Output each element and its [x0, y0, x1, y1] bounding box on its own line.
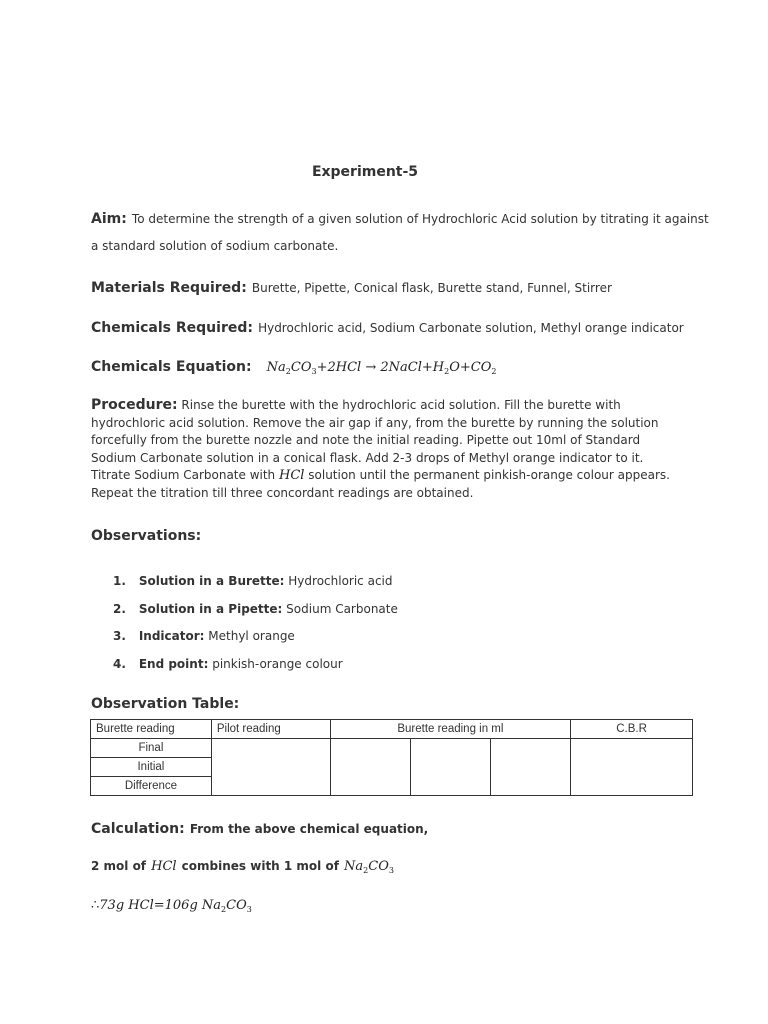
list-number: 2.	[113, 601, 126, 616]
calc-hcl: HCl	[151, 859, 177, 874]
list-label: Solution in a Pipette:	[138, 601, 283, 616]
page-title: Experiment-5	[311, 164, 419, 180]
calculation-line	[91, 818, 428, 837]
row-label: Initial	[91, 758, 212, 777]
chemicals-line	[91, 317, 684, 336]
calculation-mass-line	[91, 894, 252, 914]
materials-text: Burette, Pipette, Conical flask, Burette stand, Funnel, Stirrer	[251, 281, 612, 295]
chemicals-text: Hydrochloric acid, Sodium Carbonate solution, Methyl orange indicator	[258, 321, 684, 335]
calculation-mole-line	[91, 855, 394, 875]
list-value: Methyl orange	[208, 629, 295, 644]
observations-heading: Observations:	[91, 528, 202, 544]
table-cell	[330, 739, 411, 796]
list-label: Solution in a Burette:	[138, 574, 285, 588]
list-label: Indicator:	[138, 629, 205, 644]
list-label: End point:	[138, 657, 209, 672]
materials-line	[91, 277, 612, 296]
procedure-label: Procedure:	[91, 397, 178, 413]
list-value: Hydrochloric acid	[288, 574, 393, 588]
list-value: Sodium Carbonate	[286, 601, 398, 616]
table-cell	[411, 739, 491, 796]
chemicals-label: Chemicals Required:	[91, 320, 253, 336]
table-cell	[491, 739, 571, 796]
table-row	[91, 739, 693, 758]
table-header: C.B.R	[571, 720, 693, 739]
calculation-intro: From the above chemical equation,	[189, 822, 429, 836]
list-item	[113, 657, 398, 685]
observation-table-heading: Observation Table:	[91, 696, 240, 712]
table-header: Burette reading	[91, 720, 212, 739]
table-header: Burette reading in ml	[330, 720, 570, 739]
list-item	[113, 629, 398, 657]
aim-text-line1: To determine the strength of a given solution of Hydrochloric Acid solution by titrating it against	[131, 212, 709, 226]
equation-line	[91, 356, 496, 376]
list-number: 4.	[113, 657, 126, 672]
table-header-row	[91, 720, 693, 739]
chemical-equation: $Na_2CO_3+2HCl$ → $2NaCl+H_2O+CO_2$	[266, 360, 497, 376]
procedure-text-after: solution until the permanent pinkish-orange colour appears. Repeat the titration till three concordant readings are obtained.	[91, 468, 670, 500]
list-value: pinkish-orange colour	[212, 657, 343, 672]
row-label: Final	[91, 739, 212, 758]
aim-line	[91, 208, 709, 227]
observation-table	[90, 719, 693, 796]
procedure-hcl: HCl	[278, 468, 305, 484]
materials-label: Materials Required:	[91, 280, 247, 296]
calc-text: 2 mol of	[91, 859, 147, 873]
list-item	[113, 574, 398, 602]
table-header: Pilot reading	[211, 720, 330, 739]
table-cell	[571, 739, 693, 796]
aim-label: Aim:	[91, 211, 127, 227]
row-label: Difference	[91, 777, 212, 796]
observations-list	[113, 574, 398, 685]
table-cell	[211, 739, 330, 796]
list-number: 3.	[113, 629, 126, 644]
list-item	[113, 602, 398, 630]
procedure-text-before: Rinse the burette with the hydrochloric acid solution. Fill the burette with hydrochloric acid solution. Remove the air gap if any, from the burette by running the solution forcefully from the burette nozzle and note the initial reading. Pipette out 10ml of Standard Sodium Carbonate solution in a conical flask. Add 2-3 drops of Methyl orange indicator to it. Titrate Sodium Carbonate with	[91, 398, 659, 483]
aim-text-line2: a standard solution of sodium carbonate.	[91, 239, 339, 253]
mass-equation: ∴73g HCl=106g $Na_2CO_3$	[91, 898, 252, 914]
list-number: 1.	[113, 574, 126, 588]
calculation-label: Calculation:	[91, 821, 185, 837]
calc-text: combines with 1 mol of	[181, 859, 339, 873]
equation-label: Chemicals Equation:	[91, 359, 252, 375]
calc-na2co3: $Na_2CO_3$	[344, 859, 394, 875]
procedure-paragraph	[91, 397, 686, 503]
